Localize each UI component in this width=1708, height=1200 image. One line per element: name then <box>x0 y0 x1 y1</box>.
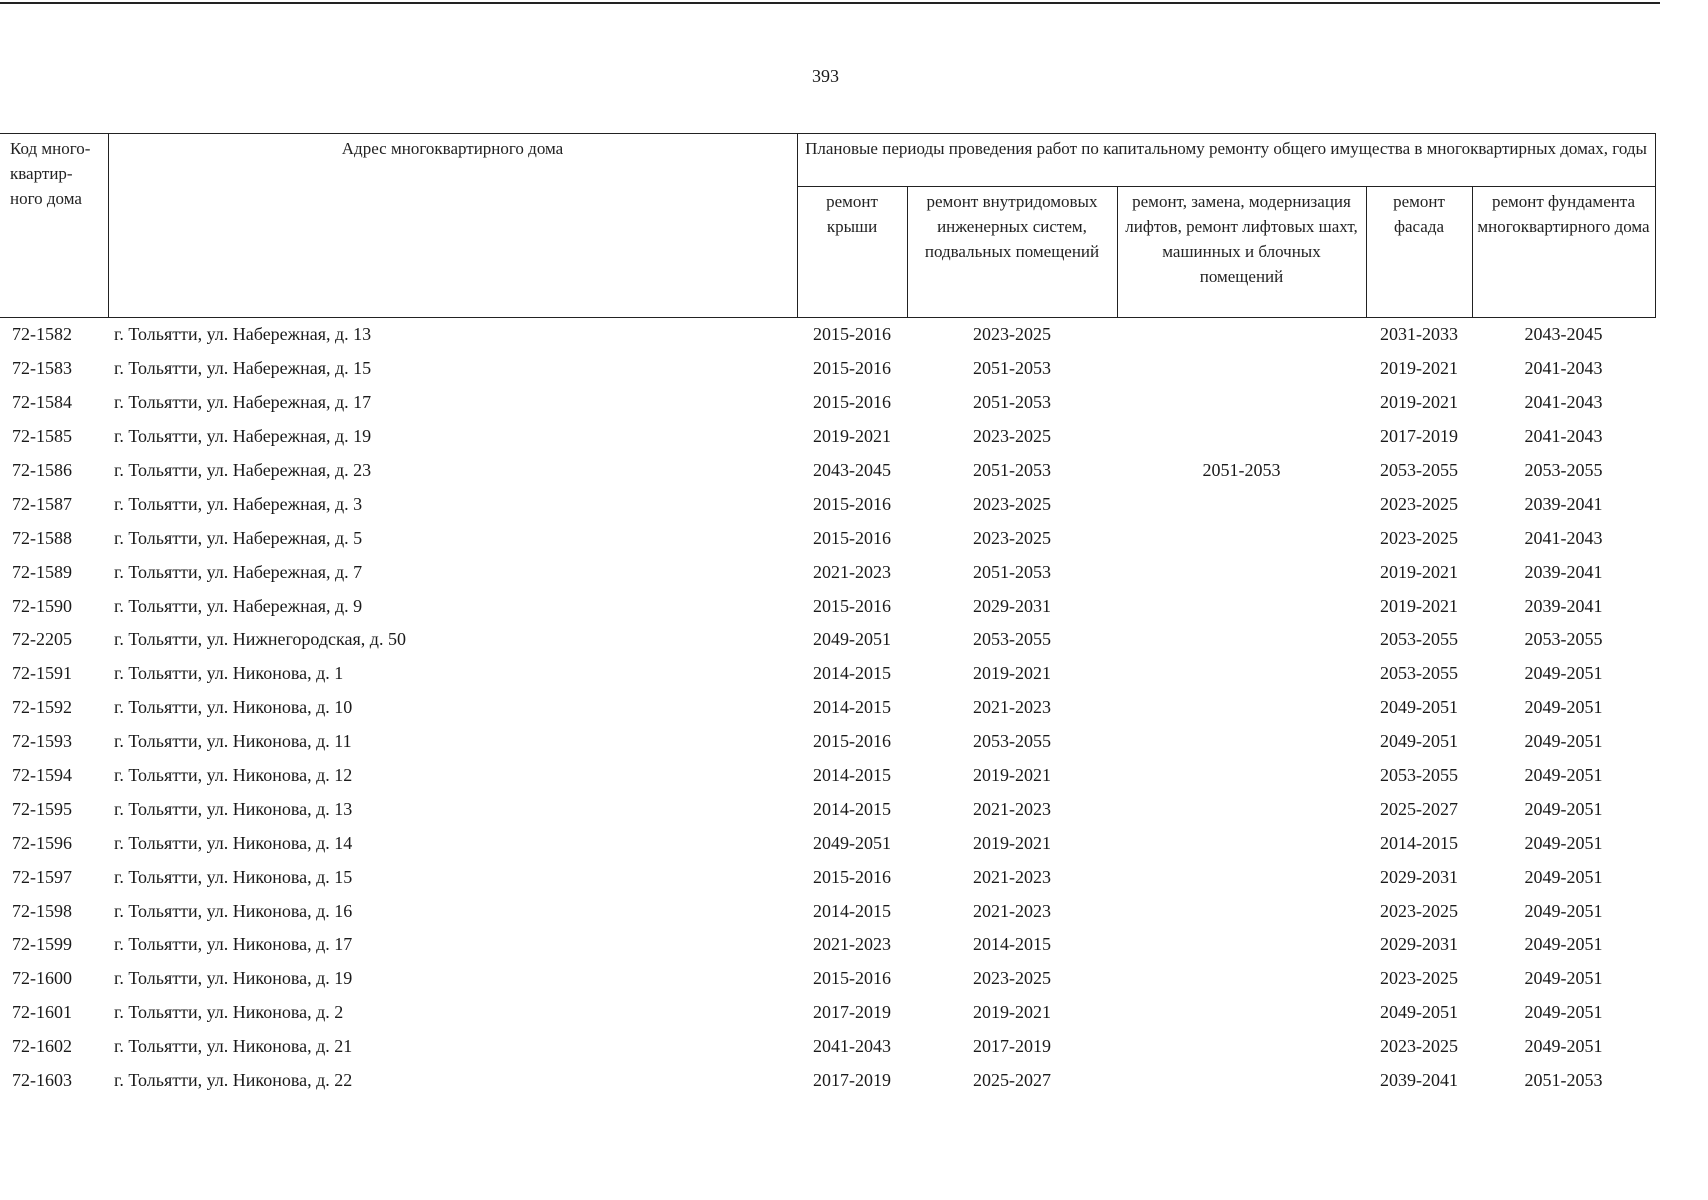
cell-facade: 2049-2051 <box>1380 1002 1458 1023</box>
cell-engineering: 2023-2025 <box>973 968 1051 989</box>
header-engineering: ремонт внутридомовых инженерных систем, подвальных помещений <box>907 187 1117 318</box>
cell-foundation: 2053-2055 <box>1524 460 1603 480</box>
cell-foundation: 2039-2041 <box>1524 595 1603 616</box>
cell-roof: 2015-2016 <box>813 866 891 887</box>
header-facade: ремонт фасада <box>1366 187 1472 318</box>
cell-roof: 2049-2051 <box>813 629 891 650</box>
cell-code: 72-1591 <box>12 663 72 684</box>
cell-engineering: 2023-2025 <box>973 493 1051 514</box>
cell-engineering: 2023-2025 <box>973 324 1051 345</box>
table-row <box>0 521 1655 555</box>
cell-engineering: 2023-2025 <box>973 527 1051 548</box>
table-row <box>0 826 1655 860</box>
cell-code: 72-1586 <box>12 460 72 480</box>
cell-facade: 2019-2021 <box>1380 595 1458 616</box>
cell-code: 72-1603 <box>12 1070 72 1091</box>
cell-foundation: 2041-2043 <box>1524 392 1603 413</box>
cell-engineering: 2023-2025 <box>973 426 1051 447</box>
cell-foundation: 2049-2051 <box>1524 731 1603 752</box>
cell-roof: 2015-2016 <box>813 493 891 514</box>
header-roof: ремонт крыши <box>797 187 907 318</box>
cell-lifts <box>1117 826 1366 860</box>
cell-facade: 2029-2031 <box>1380 866 1458 887</box>
cell-foundation: 2049-2051 <box>1524 663 1603 684</box>
cell-lifts <box>1117 759 1366 793</box>
cell-code: 72-1587 <box>12 493 72 514</box>
cell-facade: 2023-2025 <box>1380 1036 1458 1057</box>
table-row <box>0 589 1655 623</box>
cell-code: 72-1588 <box>12 527 72 548</box>
cell-engineering: 2029-2031 <box>973 595 1051 616</box>
cell-address: г. Тольятти, ул. Никонова, д. 12 <box>114 765 353 786</box>
cell-engineering: 2014-2015 <box>973 934 1051 955</box>
table-row <box>0 352 1655 386</box>
cell-engineering: 2019-2021 <box>973 663 1051 684</box>
header-address: Адрес многоквартирного дома <box>108 134 797 318</box>
cell-code: 72-1585 <box>12 426 72 447</box>
cell-facade: 2019-2021 <box>1380 358 1458 379</box>
table-row <box>0 860 1655 894</box>
cell-facade: 2049-2051 <box>1380 731 1458 752</box>
cell-lifts <box>1117 996 1366 1030</box>
cell-lifts <box>1117 792 1366 826</box>
cell-foundation: 2049-2051 <box>1524 1036 1603 1057</box>
cell-engineering: 2051-2053 <box>973 460 1051 480</box>
repair-schedule-table-wrapper <box>0 133 1655 1097</box>
cell-lifts <box>1117 928 1366 962</box>
cell-lifts <box>1117 1064 1366 1098</box>
cell-engineering: 2051-2053 <box>973 561 1051 582</box>
table-row <box>0 691 1655 725</box>
cell-facade: 2029-2031 <box>1380 934 1458 955</box>
cell-roof: 2021-2023 <box>813 934 891 955</box>
cell-foundation: 2049-2051 <box>1524 968 1603 989</box>
cell-lifts <box>1117 386 1366 420</box>
cell-facade: 2023-2025 <box>1380 493 1458 514</box>
table-row <box>0 555 1655 589</box>
cell-code: 72-1601 <box>12 1002 72 1023</box>
cell-roof: 2015-2016 <box>813 731 891 752</box>
table-row <box>0 420 1655 454</box>
cell-address: г. Тольятти, ул. Набережная, д. 15 <box>114 358 372 379</box>
cell-code: 72-1590 <box>12 595 72 616</box>
cell-roof: 2017-2019 <box>813 1070 891 1091</box>
cell-foundation: 2039-2041 <box>1524 561 1603 582</box>
cell-engineering: 2021-2023 <box>973 900 1051 921</box>
cell-facade: 2017-2019 <box>1380 426 1458 447</box>
cell-foundation: 2041-2043 <box>1524 527 1603 548</box>
cell-engineering: 2021-2023 <box>973 697 1051 718</box>
cell-address: г. Тольятти, ул. Никонова, д. 10 <box>114 697 353 718</box>
table-row <box>0 894 1655 928</box>
cell-address: г. Тольятти, ул. Никонова, д. 1 <box>114 663 344 684</box>
cell-engineering: 2053-2055 <box>973 629 1051 650</box>
cell-foundation: 2041-2043 <box>1524 426 1603 447</box>
page-number: 393 <box>812 66 839 86</box>
cell-roof: 2015-2016 <box>813 358 891 379</box>
cell-facade: 2031-2033 <box>1380 324 1458 345</box>
cell-address: г. Тольятти, ул. Никонова, д. 17 <box>114 934 353 955</box>
table-row <box>0 962 1655 996</box>
cell-facade: 2025-2027 <box>1380 798 1458 819</box>
cell-foundation: 2051-2053 <box>1524 1070 1603 1091</box>
cell-engineering: 2021-2023 <box>973 866 1051 887</box>
cell-facade: 2049-2051 <box>1380 697 1458 718</box>
cell-code: 72-1582 <box>12 324 72 345</box>
cell-roof: 2015-2016 <box>813 968 891 989</box>
cell-code: 72-1595 <box>12 798 72 819</box>
cell-foundation: 2043-2045 <box>1524 324 1603 345</box>
table-row <box>0 1064 1655 1098</box>
cell-code: 72-1592 <box>12 697 72 718</box>
top-rule <box>0 2 1660 4</box>
cell-engineering: 2051-2053 <box>973 358 1051 379</box>
table-row <box>0 1030 1655 1064</box>
table-row <box>0 386 1655 420</box>
cell-facade: 2053-2055 <box>1380 765 1458 786</box>
cell-code: 72-1598 <box>12 900 72 921</box>
cell-address: г. Тольятти, ул. Никонова, д. 16 <box>114 900 353 921</box>
cell-address: г. Тольятти, ул. Набережная, д. 13 <box>114 324 372 345</box>
cell-address: г. Тольятти, ул. Набережная, д. 19 <box>114 426 372 447</box>
cell-address: г. Тольятти, ул. Никонова, д. 14 <box>114 832 353 853</box>
cell-lifts <box>1117 623 1366 657</box>
cell-roof: 2014-2015 <box>813 765 891 786</box>
cell-roof: 2043-2045 <box>813 460 891 480</box>
cell-roof: 2014-2015 <box>813 663 891 684</box>
cell-roof: 2014-2015 <box>813 900 891 921</box>
cell-foundation: 2049-2051 <box>1524 934 1603 955</box>
header-lifts: ремонт, замена, модернизация лифтов, ремонт лифтовых шахт, машинных и блочных помещений <box>1117 187 1366 318</box>
table-row <box>0 487 1655 521</box>
cell-code: 72-1589 <box>12 561 72 582</box>
cell-engineering: 2051-2053 <box>973 392 1051 413</box>
header-code: Код много-квартир-ного дома <box>0 134 108 318</box>
cell-address: г. Тольятти, ул. Никонова, д. 2 <box>114 1002 344 1023</box>
cell-lifts <box>1117 352 1366 386</box>
cell-roof: 2015-2016 <box>813 595 891 616</box>
cell-facade: 2053-2055 <box>1380 629 1458 650</box>
cell-address: г. Тольятти, ул. Никонова, д. 22 <box>114 1070 353 1091</box>
repair-schedule-table <box>0 133 1656 1097</box>
table-row <box>0 318 1655 352</box>
cell-code: 72-1594 <box>12 765 72 786</box>
cell-lifts <box>1117 691 1366 725</box>
cell-foundation: 2049-2051 <box>1524 697 1603 718</box>
cell-lifts <box>1117 657 1366 691</box>
cell-foundation: 2049-2051 <box>1524 765 1603 786</box>
cell-lifts <box>1117 555 1366 589</box>
cell-code: 72-1599 <box>12 934 72 955</box>
cell-facade: 2023-2025 <box>1380 968 1458 989</box>
cell-roof: 2019-2021 <box>813 426 891 447</box>
cell-code: 72-1597 <box>12 866 72 887</box>
cell-foundation: 2049-2051 <box>1524 1002 1603 1023</box>
header-periods-group: Плановые периоды проведения работ по капитальному ремонту общего имущества в многоквартирных домах, годы <box>797 134 1655 187</box>
cell-roof: 2014-2015 <box>813 798 891 819</box>
cell-code: 72-1584 <box>12 392 72 413</box>
table-row <box>0 454 1655 488</box>
cell-address: г. Тольятти, ул. Набережная, д. 3 <box>114 493 363 514</box>
cell-facade: 2019-2021 <box>1380 561 1458 582</box>
table-row <box>0 759 1655 793</box>
table-body <box>0 318 1655 1098</box>
table-row <box>0 657 1655 691</box>
cell-address: г. Тольятти, ул. Никонова, д. 11 <box>114 731 352 752</box>
cell-foundation: 2041-2043 <box>1524 358 1603 379</box>
table-header <box>0 134 1655 318</box>
cell-foundation: 2049-2051 <box>1524 798 1603 819</box>
cell-foundation: 2039-2041 <box>1524 493 1603 514</box>
cell-address: г. Тольятти, ул. Никонова, д. 15 <box>114 866 353 887</box>
cell-foundation: 2049-2051 <box>1524 900 1603 921</box>
cell-engineering: 2053-2055 <box>973 731 1051 752</box>
cell-address: г. Тольятти, ул. Никонова, д. 13 <box>114 798 353 819</box>
table-row <box>0 928 1655 962</box>
cell-foundation: 2053-2055 <box>1524 629 1603 650</box>
cell-engineering: 2021-2023 <box>973 798 1051 819</box>
cell-foundation: 2049-2051 <box>1524 832 1603 853</box>
header-foundation: ремонт фундамента многоквартирного дома <box>1472 187 1655 318</box>
cell-facade: 2023-2025 <box>1380 527 1458 548</box>
cell-lifts <box>1117 420 1366 454</box>
cell-facade: 2014-2015 <box>1380 832 1458 853</box>
cell-lifts <box>1117 487 1366 521</box>
cell-address: г. Тольятти, ул. Нижнегородская, д. 50 <box>114 629 406 650</box>
cell-lifts <box>1117 1030 1366 1064</box>
cell-lifts <box>1117 860 1366 894</box>
cell-roof: 2049-2051 <box>813 832 891 853</box>
cell-engineering: 2017-2019 <box>973 1036 1051 1057</box>
cell-facade: 2019-2021 <box>1380 392 1458 413</box>
cell-address: г. Тольятти, ул. Набережная, д. 17 <box>114 392 372 413</box>
cell-roof: 2014-2015 <box>813 697 891 718</box>
cell-facade: 2023-2025 <box>1380 900 1458 921</box>
cell-code: 72-1593 <box>12 731 72 752</box>
cell-code: 72-1600 <box>12 968 72 989</box>
cell-lifts <box>1117 318 1366 352</box>
cell-lifts <box>1117 894 1366 928</box>
cell-roof: 2041-2043 <box>813 1036 891 1057</box>
cell-lifts <box>1117 962 1366 996</box>
cell-facade: 2039-2041 <box>1380 1070 1458 1091</box>
cell-roof: 2017-2019 <box>813 1002 891 1023</box>
cell-engineering: 2019-2021 <box>973 1002 1051 1023</box>
cell-address: г. Тольятти, ул. Никонова, д. 21 <box>114 1036 353 1057</box>
cell-engineering: 2019-2021 <box>973 765 1051 786</box>
cell-address: г. Тольятти, ул. Набережная, д. 7 <box>114 561 363 582</box>
table-row <box>0 623 1655 657</box>
cell-engineering: 2019-2021 <box>973 832 1051 853</box>
table-row <box>0 792 1655 826</box>
table-row <box>0 996 1655 1030</box>
table-row <box>0 725 1655 759</box>
cell-code: 72-1602 <box>12 1036 72 1057</box>
cell-address: г. Тольятти, ул. Набережная, д. 23 <box>114 460 372 480</box>
cell-lifts <box>1117 521 1366 555</box>
cell-code: 72-1583 <box>12 358 72 379</box>
cell-facade: 2053-2055 <box>1380 460 1458 480</box>
cell-address: г. Тольятти, ул. Набережная, д. 5 <box>114 527 363 548</box>
cell-roof: 2021-2023 <box>813 561 891 582</box>
cell-lifts <box>1117 725 1366 759</box>
cell-facade: 2053-2055 <box>1380 663 1458 684</box>
cell-roof: 2015-2016 <box>813 392 891 413</box>
cell-roof: 2015-2016 <box>813 324 891 345</box>
cell-code: 72-2205 <box>12 629 72 650</box>
cell-address: г. Тольятти, ул. Никонова, д. 19 <box>114 968 353 989</box>
cell-foundation: 2049-2051 <box>1524 866 1603 887</box>
cell-code: 72-1596 <box>12 832 72 853</box>
cell-lifts: 2051-2053 <box>1202 460 1281 480</box>
cell-roof: 2015-2016 <box>813 527 891 548</box>
cell-engineering: 2025-2027 <box>973 1070 1051 1091</box>
cell-address: г. Тольятти, ул. Набережная, д. 9 <box>114 595 363 616</box>
cell-lifts <box>1117 589 1366 623</box>
